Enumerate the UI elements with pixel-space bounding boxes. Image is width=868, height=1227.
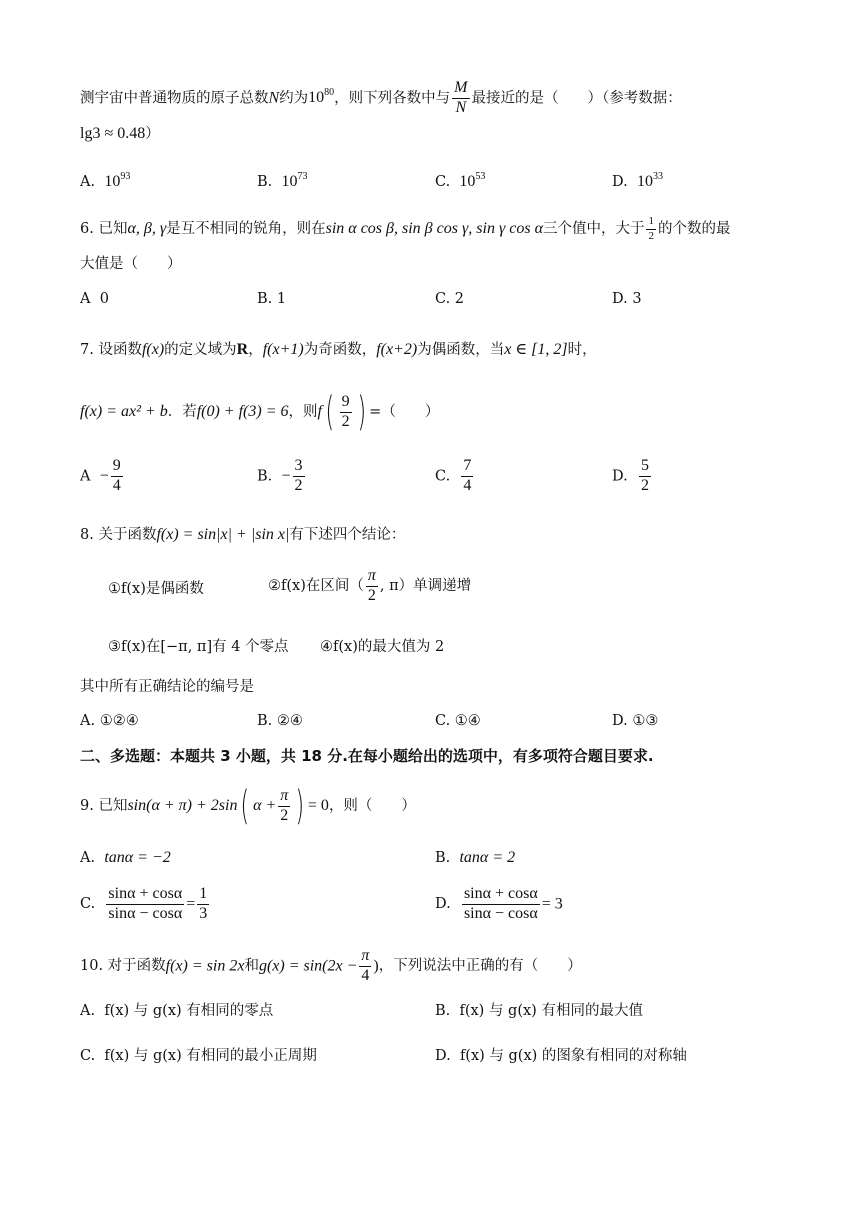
q7-option-a[interactable]: A − $\frac{9}{4}$ bbox=[80, 457, 121, 494]
q8-conclusion-4: ④f(x)的最大值为 2 bbox=[320, 639, 445, 655]
q10-stem: 10. 对于函数f(x) = sin 2x和g(x) = sin(2x − $\frac{\pi}{4}$ )，下列说法中正确的有（ ） bbox=[80, 947, 582, 984]
q8-option-b[interactable]: B. ②④ bbox=[257, 713, 303, 729]
q9-number: 9. bbox=[80, 797, 94, 814]
q8-function: f(x) = sin|x| + |sin x| bbox=[156, 526, 290, 543]
q7-interval: x ∈ [1, 2] bbox=[504, 341, 568, 358]
q8-option-a[interactable]: A. ①②④ bbox=[80, 713, 139, 729]
q6-option-b[interactable]: B. 1 bbox=[257, 291, 287, 307]
q8-ask: 其中所有正确结论的编号是 bbox=[80, 679, 254, 695]
q6-number: 6. bbox=[80, 221, 94, 238]
q5-text: 测宇宙中普通物质的原子总数 bbox=[80, 90, 269, 107]
q8-conclusion-1: ①f(x)是偶函数 bbox=[108, 581, 204, 597]
q5-option-c[interactable]: C. $10^{53}$ bbox=[435, 171, 486, 190]
q5-text: ，则下列各数中与 bbox=[334, 90, 451, 107]
q9-stem: 9. 已知sin(α + π) + 2sin( α + $\frac{\pi}{2}$ ) = 0，则（ ） bbox=[80, 783, 416, 829]
q8-option-d[interactable]: D. ①③ bbox=[612, 713, 659, 729]
q5-fraction: $\frac{M}{N}$ bbox=[454, 79, 468, 116]
q9-option-b[interactable]: B. tanα = 2 bbox=[435, 849, 516, 866]
q7-option-d[interactable]: D. $\frac{5}{2}$ bbox=[612, 457, 649, 494]
q10-option-c[interactable]: C. f(x) 与 g(x) 有相同的最小正周期 bbox=[80, 1048, 317, 1064]
q6-vars: α, β, γ bbox=[127, 220, 167, 238]
q5-var-n: N bbox=[268, 89, 280, 107]
section-heading-multiple-choice: 二、多选题：本题共 3 小题，共 18 分.在每小题给出的选项中，有多项符合题目要求. bbox=[80, 747, 654, 765]
q8-stem: 8. 关于函数f(x) = sin|x| + |sin x|有下述四个结论： bbox=[80, 526, 406, 543]
q6-stem-line2: 大值是（ ） bbox=[80, 256, 182, 272]
q6-expressions: sin α cos β, sin β cos γ, sin γ cos α bbox=[325, 220, 543, 238]
q6-option-d[interactable]: D. 3 bbox=[612, 291, 642, 307]
q10-number: 10. bbox=[80, 958, 104, 975]
q7-option-b[interactable]: B. − $\frac{3}{2}$ bbox=[257, 457, 303, 494]
q5-option-a[interactable]: A. $10^{93}$ bbox=[80, 171, 131, 190]
q10-option-d[interactable]: D. f(x) 与 g(x) 的图象有相同的对称轴 bbox=[435, 1048, 687, 1064]
q7-definition: f(x) = ax² + b bbox=[80, 403, 168, 420]
q7-stem-line1: 7. 设函数f(x)的定义域为R，f(x+1)为奇函数，f(x+2)为偶函数，当x ∈ [1, 2]时， bbox=[80, 341, 597, 358]
q6-option-a[interactable]: A 0 bbox=[80, 291, 109, 307]
q10-option-a[interactable]: A. f(x) 与 g(x) 有相同的零点 bbox=[80, 1003, 274, 1019]
q5-option-d[interactable]: D. $10^{33}$ bbox=[612, 171, 663, 190]
q8-option-c[interactable]: C. ①④ bbox=[435, 713, 481, 729]
q7-option-c[interactable]: C. $\frac{7}{4}$ bbox=[435, 457, 472, 494]
q8-conclusion-2: ②f(x)在区间（ $\frac{\pi}{2}$ , π）单调递增 bbox=[268, 567, 472, 604]
q7-number: 7. bbox=[80, 342, 94, 358]
q5-stem-line2: lg3 ≈ 0.48） bbox=[80, 125, 160, 142]
q9-option-d[interactable]: D. $\frac{\sin\alpha + \cos\alpha}{\sin\alpha - \cos\alpha}$ = 3 bbox=[435, 885, 563, 922]
q5-stem-line1 bbox=[80, 80, 808, 117]
q6-half-fraction: $\frac{1}{2}$ bbox=[648, 215, 654, 242]
q10-option-b[interactable]: B. f(x) 与 g(x) 有相同的最大值 bbox=[435, 1003, 643, 1019]
q8-conclusion-3: ③f(x)在[−π, π]有 4 个零点 bbox=[108, 639, 289, 655]
q7-domain: R bbox=[236, 341, 249, 358]
q7-ask-fraction: $\frac{9}{2}$ bbox=[341, 392, 350, 430]
q9-option-c[interactable]: C. $\frac{\sin\alpha + \cos\alpha}{\sin\alpha - \cos\alpha}$ = $\frac{1}{3}$ bbox=[80, 885, 208, 922]
q6-stem-line1: 6. 已知α, β, γ是互不相同的锐角，则在sin α cos β, sin β cos γ, sin γ cos α三个值中，大于 $\frac{1}{2}$ 的个数的最 bbox=[80, 215, 731, 242]
q5-text: 最接近的是（ ）（参考数据： bbox=[471, 90, 682, 107]
q6-option-c[interactable]: C. 2 bbox=[435, 291, 465, 307]
q8-number: 8. bbox=[80, 527, 94, 543]
q5-reference: lg3 ≈ 0.48 bbox=[80, 125, 146, 142]
q7-stem-line2: f(x) = ax² + b．若f(0) + f(3) = 6，则f( $\frac{9}{2}$ ) =（ ） bbox=[80, 389, 440, 435]
q7-condition: f(0) + f(3) = 6 bbox=[196, 403, 289, 420]
q5-power: $10^{80}$ bbox=[308, 87, 335, 107]
q5-text: 约为 bbox=[279, 90, 309, 107]
q9-option-a[interactable]: A. tanα = −2 bbox=[80, 849, 171, 866]
q5-option-b[interactable]: B. $10^{73}$ bbox=[257, 171, 308, 190]
